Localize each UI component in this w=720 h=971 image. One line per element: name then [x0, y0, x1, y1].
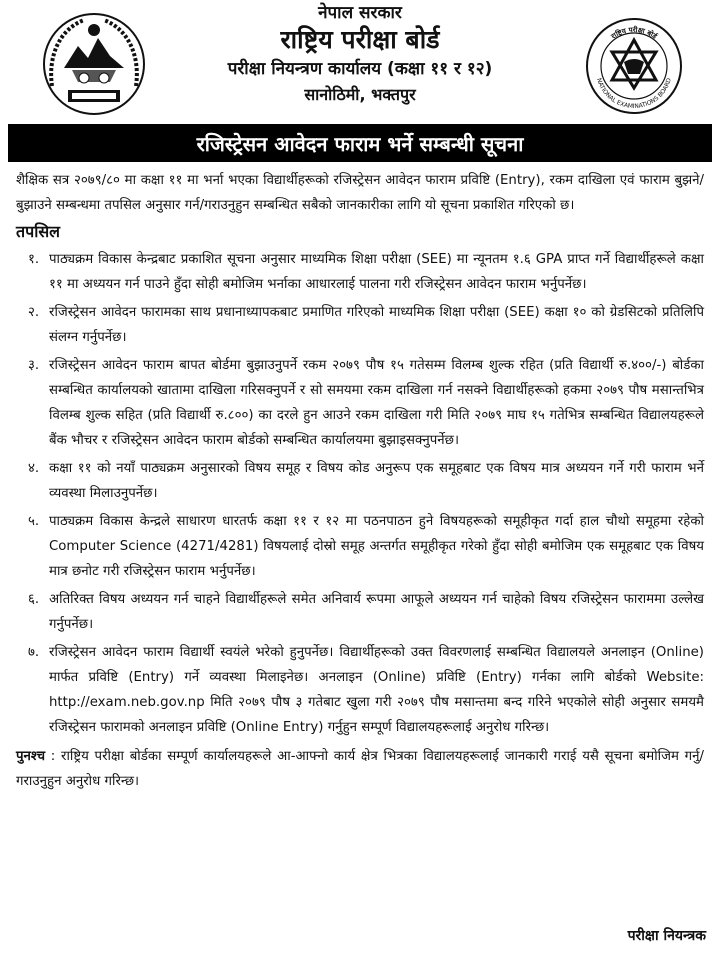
item-text: रजिस्ट्रेसन आवेदन फारामका साथ प्रधानाध्यापकबाट प्रमाणित गरिएको माध्यमिक शिक्षा परीक्षा (SEE) कक्षा १० को ग्रेडसिटको प्रतिलिपि संलग्न गर्नुपर्नेछ। — [49, 305, 704, 345]
letterhead — [0, 0, 720, 122]
intro-paragraph: शैक्षिक सत्र २०७९/८० मा कक्षा ११ मा भर्ना भएका विद्यार्थीहरूको रजिस्ट्रेसन आवेदन फाराम प्रविष्टि (Entry), रकम दाखिला एवं फाराम बुझने/बुझाउने सम्बन्धमा तपसिल अनुसार गर्न/गराउनुहुन सम्बन्धित सबैको जानकारीका लागि यो सूचना प्रकाशित गरिएको छ। — [16, 173, 704, 213]
item-number: ६. — [28, 592, 40, 607]
notice-body — [0, 162, 720, 794]
postscript-text: : राष्ट्रिय परीक्षा बोर्डका सम्पूर्ण कार्यालयहरूले आ-आफ्नो कार्य क्षेत्र भित्रका विद्यालयहरूलाई जानकारी गराई यसै सूचना बमोजिम गर्नु/गराउनुहुन अनुरोध गरिन्छ। — [16, 749, 704, 789]
postscript — [16, 744, 704, 794]
neb-logo-icon — [584, 16, 684, 116]
item-number: ४. — [28, 461, 40, 476]
signature-designation: परीक्षा नियन्त्रक — [627, 928, 706, 944]
office-address: सानोठिमी, भक्तपुर — [304, 85, 416, 104]
item-text: पाठ्यक्रम विकास केन्द्रले साधारण धारतर्फ कक्षा ११ र १२ मा पठनपाठन हुने विषयहरूको समूहीकृत गर्दा हाल चौथो समूहमा रहेको Computer Science (4271/4281) विषयलाई दोस्रो समूह अन्तर्गत समूहीकृत गरेको हुँदा सोही बमोजिम एक समूहबाट एक विषय मात्र छनोट गरी रजिस्ट्रेसन फाराम भर्नुपर्नेछ। — [49, 514, 704, 579]
item-text: कक्षा ११ को नयाँ पाठ्यक्रम अनुसारको विषय समूह र विषय कोड अनुरूप एक समूहबाट एक विषय मात्र अध्ययन गर्ने गरी फाराम भर्ने व्यवस्था मिलाउनुपर्नेछ। — [49, 461, 704, 501]
notice-items — [16, 247, 704, 740]
item-number: ३. — [28, 358, 40, 373]
postscript-label: पुनश्च — [16, 749, 46, 764]
list-item — [16, 509, 704, 584]
item-number: ५. — [28, 514, 40, 529]
notice-title-banner: रजिस्ट्रेसन आवेदन फाराम भर्ने सम्बन्धी सूचना — [8, 124, 712, 162]
nepal-emblem-icon — [38, 8, 150, 120]
section-title: तपसिल — [16, 222, 61, 241]
list-item — [16, 456, 704, 506]
item-text: अतिरिक्त विषय अध्ययन गर्न चाहने विद्यार्थीहरूले समेत अनिवार्य रूपमा आफूले अध्ययन गर्न चाहेको विषय रजिस्ट्रेसन फाराममा उल्लेख गर्नुपर्नेछ। — [49, 592, 704, 632]
letterhead-text — [150, 2, 570, 107]
govt-name: नेपाल सरकार — [318, 3, 402, 23]
item-text: पाठ्यक्रम विकास केन्द्रबाट प्रकाशित सूचना अनुसार माध्यमिक शिक्षा परीक्षा (SEE) मा न्यूनतम १.६ GPA प्राप्त गर्ने विद्यार्थीहरूले कक्षा ११ मा अध्ययन गर्न पाउने हुँदा सोही बमोजिम भर्नाका आधारलाई पालना गरी रजिस्ट्रेसन आवेदन फाराम भर्नुपर्नेछ। — [49, 252, 704, 292]
item-number: २. — [28, 305, 40, 320]
office-name: परीक्षा नियन्त्रण कार्यालय (कक्षा ११ र १२) — [227, 59, 493, 79]
list-item — [16, 640, 704, 740]
list-item — [16, 587, 704, 637]
logo-bottom-text: NATIONAL EXAMINATIONS BOARD — [595, 77, 673, 111]
item-number: १. — [28, 252, 40, 267]
item-text: रजिस्ट्रेसन आवेदन फाराम विद्यार्थी स्वयंले भरेको हुनुपर्नेछ। विद्यार्थीहरूको उक्त विवरणलाई सम्बन्धित विद्यालयले अनलाइन (Online) मार्फत प्रविष्टि (Entry) गर्ने व्यवस्था मिलाइनेछ। अनलाइन (Online) प्रविष्टि (Entry) गर्नका लागि बोर्डको Website: http://exam.neb.gov.np मिति २०७९ पौष ३ गतेबाट खुला गरी २०७९ पौष मसान्तमा बन्द गरिने भएकोले सोही अनुसार समयमै रजिस्ट्रेसन फारामको अनलाइन प्रविष्टि (Online Entry) गर्नुहुन सम्पूर्ण विद्यालयहरूलाई अनुरोध गरिन्छ। — [49, 645, 704, 735]
item-text: रजिस्ट्रेसन आवेदन फाराम बापत बोर्डमा बुझाउनुपर्ने रकम २०७९ पौष १५ गतेसम्म विलम्ब शुल्क रहित (प्रति विद्यार्थी रु.४००/-) बोर्डका सम्बन्धित कार्यालयको खातामा दाखिला गरिसक्नुपर्ने र सो समयमा रकम दाखिला गर्न नसक्ने विद्यार्थीहरूको हकमा २०७९ पौष मसान्तभित्र विलम्ब शुल्क सहित (प्रति विद्यार्थी रु.८००) का दरले हुन आउने रकम दाखिला गरी मिति २०७९ माघ १५ गतेभित्र सम्बन्धित विद्यालयहरूले बैंक भौचर र रजिस्ट्रेसन आवेदन फाराम बोर्डको सम्बन्धित कार्यालयमा बुझाइसक्नुपर्नेछ। — [49, 358, 704, 448]
item-number: ७. — [28, 645, 40, 660]
list-item — [16, 300, 704, 350]
logo-top-text: राष्ट्रिय परीक्षा बोर्ड — [609, 25, 659, 41]
list-item — [16, 247, 704, 297]
board-name: राष्ट्रिय परीक्षा बोर्ड — [280, 25, 440, 54]
list-item — [16, 353, 704, 453]
